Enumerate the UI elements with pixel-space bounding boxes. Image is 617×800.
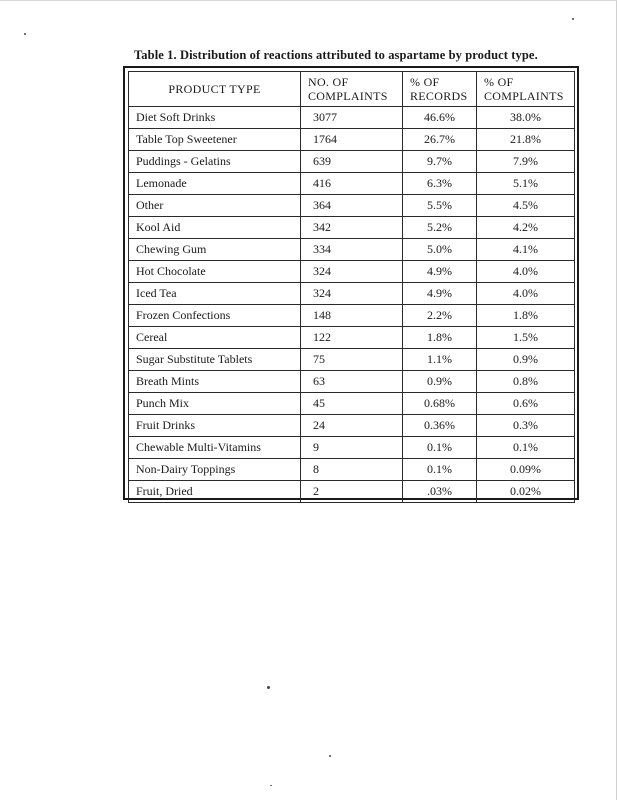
complaints-cell: 8 <box>301 459 403 481</box>
pct-records-cell: 0.36% <box>403 415 477 437</box>
complaints-cell: 1764 <box>301 129 403 151</box>
pct-records-cell: 0.1% <box>403 437 477 459</box>
header-pct-complaints <box>477 72 575 107</box>
pct-complaints-cell: 0.8% <box>477 371 575 393</box>
table-frame <box>123 66 579 500</box>
product-cell: Chewable Multi-Vitamins <box>129 437 301 459</box>
table-row <box>129 327 575 349</box>
table-row <box>129 283 575 305</box>
table-body <box>129 107 575 503</box>
pct-records-cell: 5.0% <box>403 239 477 261</box>
pct-records-cell: 0.1% <box>403 459 477 481</box>
product-cell: Non-Dairy Toppings <box>129 459 301 481</box>
pct-complaints-cell: 5.1% <box>477 173 575 195</box>
pct-complaints-cell: 1.5% <box>477 327 575 349</box>
pct-records-cell: 5.2% <box>403 217 477 239</box>
table-row <box>129 107 575 129</box>
pct-complaints-cell: 0.3% <box>477 415 575 437</box>
table-row <box>129 393 575 415</box>
header-complaints-line2: COMPLAINTS <box>308 89 388 103</box>
complaints-cell: 122 <box>301 327 403 349</box>
product-cell: Iced Tea <box>129 283 301 305</box>
table-row <box>129 173 575 195</box>
table-row <box>129 129 575 151</box>
table-row <box>129 371 575 393</box>
pct-complaints-cell: 38.0% <box>477 107 575 129</box>
pct-records-cell: 6.3% <box>403 173 477 195</box>
pct-complaints-cell: 1.8% <box>477 305 575 327</box>
pct-complaints-cell: 0.1% <box>477 437 575 459</box>
table-row <box>129 261 575 283</box>
product-cell: Punch Mix <box>129 393 301 415</box>
complaints-cell: 324 <box>301 261 403 283</box>
table-caption: Table 1. Distribution of reactions attributed to aspartame by product type. <box>134 48 538 62</box>
product-cell: Puddings - Gelatins <box>129 151 301 173</box>
product-cell: Other <box>129 195 301 217</box>
product-cell: Frozen Confections <box>129 305 301 327</box>
table-row <box>129 239 575 261</box>
complaints-cell: 9 <box>301 437 403 459</box>
pct-complaints-cell: 4.0% <box>477 283 575 305</box>
pct-complaints-cell: 4.0% <box>477 261 575 283</box>
header-records-line2: RECORDS <box>410 89 468 103</box>
product-cell: Fruit, Dried <box>129 481 301 503</box>
product-cell: Kool Aid <box>129 217 301 239</box>
product-cell: Sugar Substitute Tablets <box>129 349 301 371</box>
complaints-cell: 364 <box>301 195 403 217</box>
pct-complaints-cell: 7.9% <box>477 151 575 173</box>
pct-complaints-cell: 0.02% <box>477 481 575 503</box>
table-row <box>129 437 575 459</box>
complaints-cell: 2 <box>301 481 403 503</box>
header-pct-records <box>403 72 477 107</box>
pct-records-cell: 0.68% <box>403 393 477 415</box>
complaints-cell: 639 <box>301 151 403 173</box>
pct-records-cell: 4.9% <box>403 261 477 283</box>
header-pct-complaints-line2: COMPLAINTS <box>484 89 564 103</box>
pct-complaints-cell: 0.09% <box>477 459 575 481</box>
header-records-line1: % OF <box>410 75 440 89</box>
pct-records-cell: 1.1% <box>403 349 477 371</box>
product-cell: Diet Soft Drinks <box>129 107 301 129</box>
header-product-type <box>129 72 301 107</box>
pct-records-cell: 46.6% <box>403 107 477 129</box>
pct-records-cell: 9.7% <box>403 151 477 173</box>
table-row <box>129 217 575 239</box>
complaints-cell: 24 <box>301 415 403 437</box>
scan-speck <box>24 33 26 35</box>
product-cell: Table Top Sweetener <box>129 129 301 151</box>
product-cell: Fruit Drinks <box>129 415 301 437</box>
complaints-cell: 3077 <box>301 107 403 129</box>
pct-records-cell: .03% <box>403 481 477 503</box>
pct-complaints-cell: 4.2% <box>477 217 575 239</box>
scan-speck <box>270 785 272 786</box>
header-row <box>129 72 575 107</box>
header-complaints-line1: NO. OF <box>308 75 349 89</box>
product-cell: Breath Mints <box>129 371 301 393</box>
header-product-type-label: PRODUCT TYPE <box>168 82 261 96</box>
complaints-cell: 334 <box>301 239 403 261</box>
pct-records-cell: 26.7% <box>403 129 477 151</box>
pct-records-cell: 0.9% <box>403 371 477 393</box>
scan-speck <box>329 755 331 757</box>
table-row <box>129 481 575 503</box>
table-row <box>129 151 575 173</box>
table-row <box>129 349 575 371</box>
product-cell: Lemonade <box>129 173 301 195</box>
pct-complaints-cell: 21.8% <box>477 129 575 151</box>
header-pct-complaints-line1: % OF <box>484 75 514 89</box>
pct-records-cell: 4.9% <box>403 283 477 305</box>
pct-complaints-cell: 0.6% <box>477 393 575 415</box>
pct-complaints-cell: 0.9% <box>477 349 575 371</box>
pct-records-cell: 1.8% <box>403 327 477 349</box>
complaints-cell: 45 <box>301 393 403 415</box>
table-row <box>129 305 575 327</box>
aspartame-reactions-table <box>128 71 575 503</box>
pct-records-cell: 2.2% <box>403 305 477 327</box>
complaints-cell: 148 <box>301 305 403 327</box>
product-cell: Hot Chocolate <box>129 261 301 283</box>
table-row <box>129 415 575 437</box>
table-row <box>129 459 575 481</box>
scan-speck <box>267 686 270 689</box>
complaints-cell: 416 <box>301 173 403 195</box>
complaints-cell: 324 <box>301 283 403 305</box>
header-no-of-complaints <box>301 72 403 107</box>
table-row <box>129 195 575 217</box>
complaints-cell: 75 <box>301 349 403 371</box>
pct-complaints-cell: 4.5% <box>477 195 575 217</box>
pct-complaints-cell: 4.1% <box>477 239 575 261</box>
pct-records-cell: 5.5% <box>403 195 477 217</box>
scan-speck <box>572 18 574 20</box>
complaints-cell: 342 <box>301 217 403 239</box>
complaints-cell: 63 <box>301 371 403 393</box>
product-cell: Cereal <box>129 327 301 349</box>
product-cell: Chewing Gum <box>129 239 301 261</box>
